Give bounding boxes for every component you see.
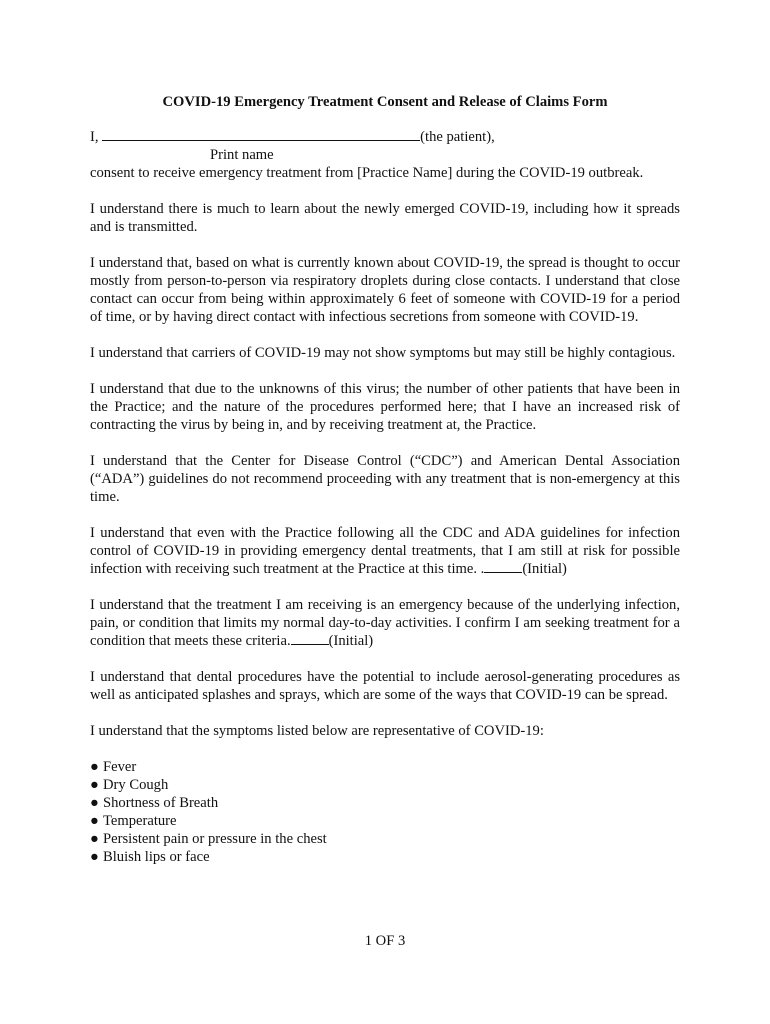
paragraph-guidelines: I understand that the Center for Disease Control (“CDC”) and American Dental Association (“ADA”) guidelines do not recommend proceeding with any treatment that is non-emergency at this time. [90, 453, 680, 505]
symptom-label: Persistent pain or pressure in the chest [103, 831, 327, 847]
bullet-icon: ● [90, 759, 99, 775]
list-item [90, 848, 680, 866]
paragraph-risk: I understand that due to the unknowns of this virus; the number of other patients that have been in the Practice; and the nature of the procedures performed here; that I have an increased risk of contracting the virus by being in, and by receiving treatment at, the Practice. [90, 381, 680, 433]
document-page [90, 93, 680, 866]
paragraph-learning: I understand there is much to learn about the newly emerged COVID-19, including how it spreads and is transmitted. [90, 201, 680, 235]
bullet-icon: ● [90, 795, 99, 811]
page-number: 1 OF 3 [364, 933, 406, 949]
initial-label-1: (Initial) [522, 561, 567, 577]
patient-line-suffix: (the patient), [420, 129, 495, 145]
symptom-label: Temperature [103, 813, 177, 829]
symptom-label: Shortness of Breath [103, 795, 219, 811]
bullet-icon: ● [90, 849, 99, 865]
patient-name-line [90, 127, 680, 146]
paragraph-emergency [90, 596, 680, 650]
document-title: COVID-19 Emergency Treatment Consent and Release of Claims Form [162, 94, 608, 110]
list-item [90, 794, 680, 812]
patient-name-field[interactable] [102, 127, 420, 141]
emergency-text: I understand that the treatment I am receiving is an emergency because of the underlying infection, pain, or condition that limits my normal day-to-day activities. I confirm I am seeking treatment for a condition that meets these criteria. [90, 597, 680, 649]
paragraph-spread: I understand that, based on what is currently known about COVID-19, the spread is thought to occur mostly from person-to-person via respiratory droplets during close contacts. I understand that close contact can occur from being within approximately 6 feet of someone with COVID-19 for a period of time, or by having direct contact with infectious secretions from someone with COVID-19. [90, 255, 680, 325]
symptoms-list [90, 758, 680, 866]
infection-risk-text: I understand that even with the Practice following all the CDC and ADA guidelines for infection control of COVID-19 in providing emergency dental treatments, that I am still at risk for possible infection with receiving such treatment at the Practice at this time. . [90, 525, 680, 577]
symptom-label: Bluish lips or face [103, 849, 210, 865]
list-item [90, 830, 680, 848]
paragraph-infection-risk [90, 524, 680, 578]
list-item [90, 758, 680, 776]
patient-line-prefix: I, [90, 129, 103, 145]
bullet-icon: ● [90, 777, 99, 793]
symptom-label: Fever [103, 759, 137, 775]
initial-field-2[interactable] [291, 632, 329, 645]
initial-field-1[interactable] [484, 560, 522, 573]
print-name-label: Print name [210, 147, 274, 163]
bullet-icon: ● [90, 813, 99, 829]
bullet-icon: ● [90, 831, 99, 847]
paragraph-aerosol: I understand that dental procedures have the potential to include aerosol-generating procedures as well as anticipated splashes and sprays, which are some of the ways that COVID-19 can be spread. [90, 669, 680, 703]
paragraph-carriers: I understand that carriers of COVID-19 may not show symptoms but may still be highly contagious. [90, 345, 676, 361]
symptom-label: Dry Cough [103, 777, 169, 793]
list-item [90, 776, 680, 794]
initial-label-2: (Initial) [328, 633, 374, 649]
list-item [90, 812, 680, 830]
symptoms-intro: I understand that the symptoms listed below are representative of COVID-19: [90, 723, 544, 739]
consent-statement: consent to receive emergency treatment from [Practice Name] during the COVID-19 outbreak. [90, 165, 644, 181]
